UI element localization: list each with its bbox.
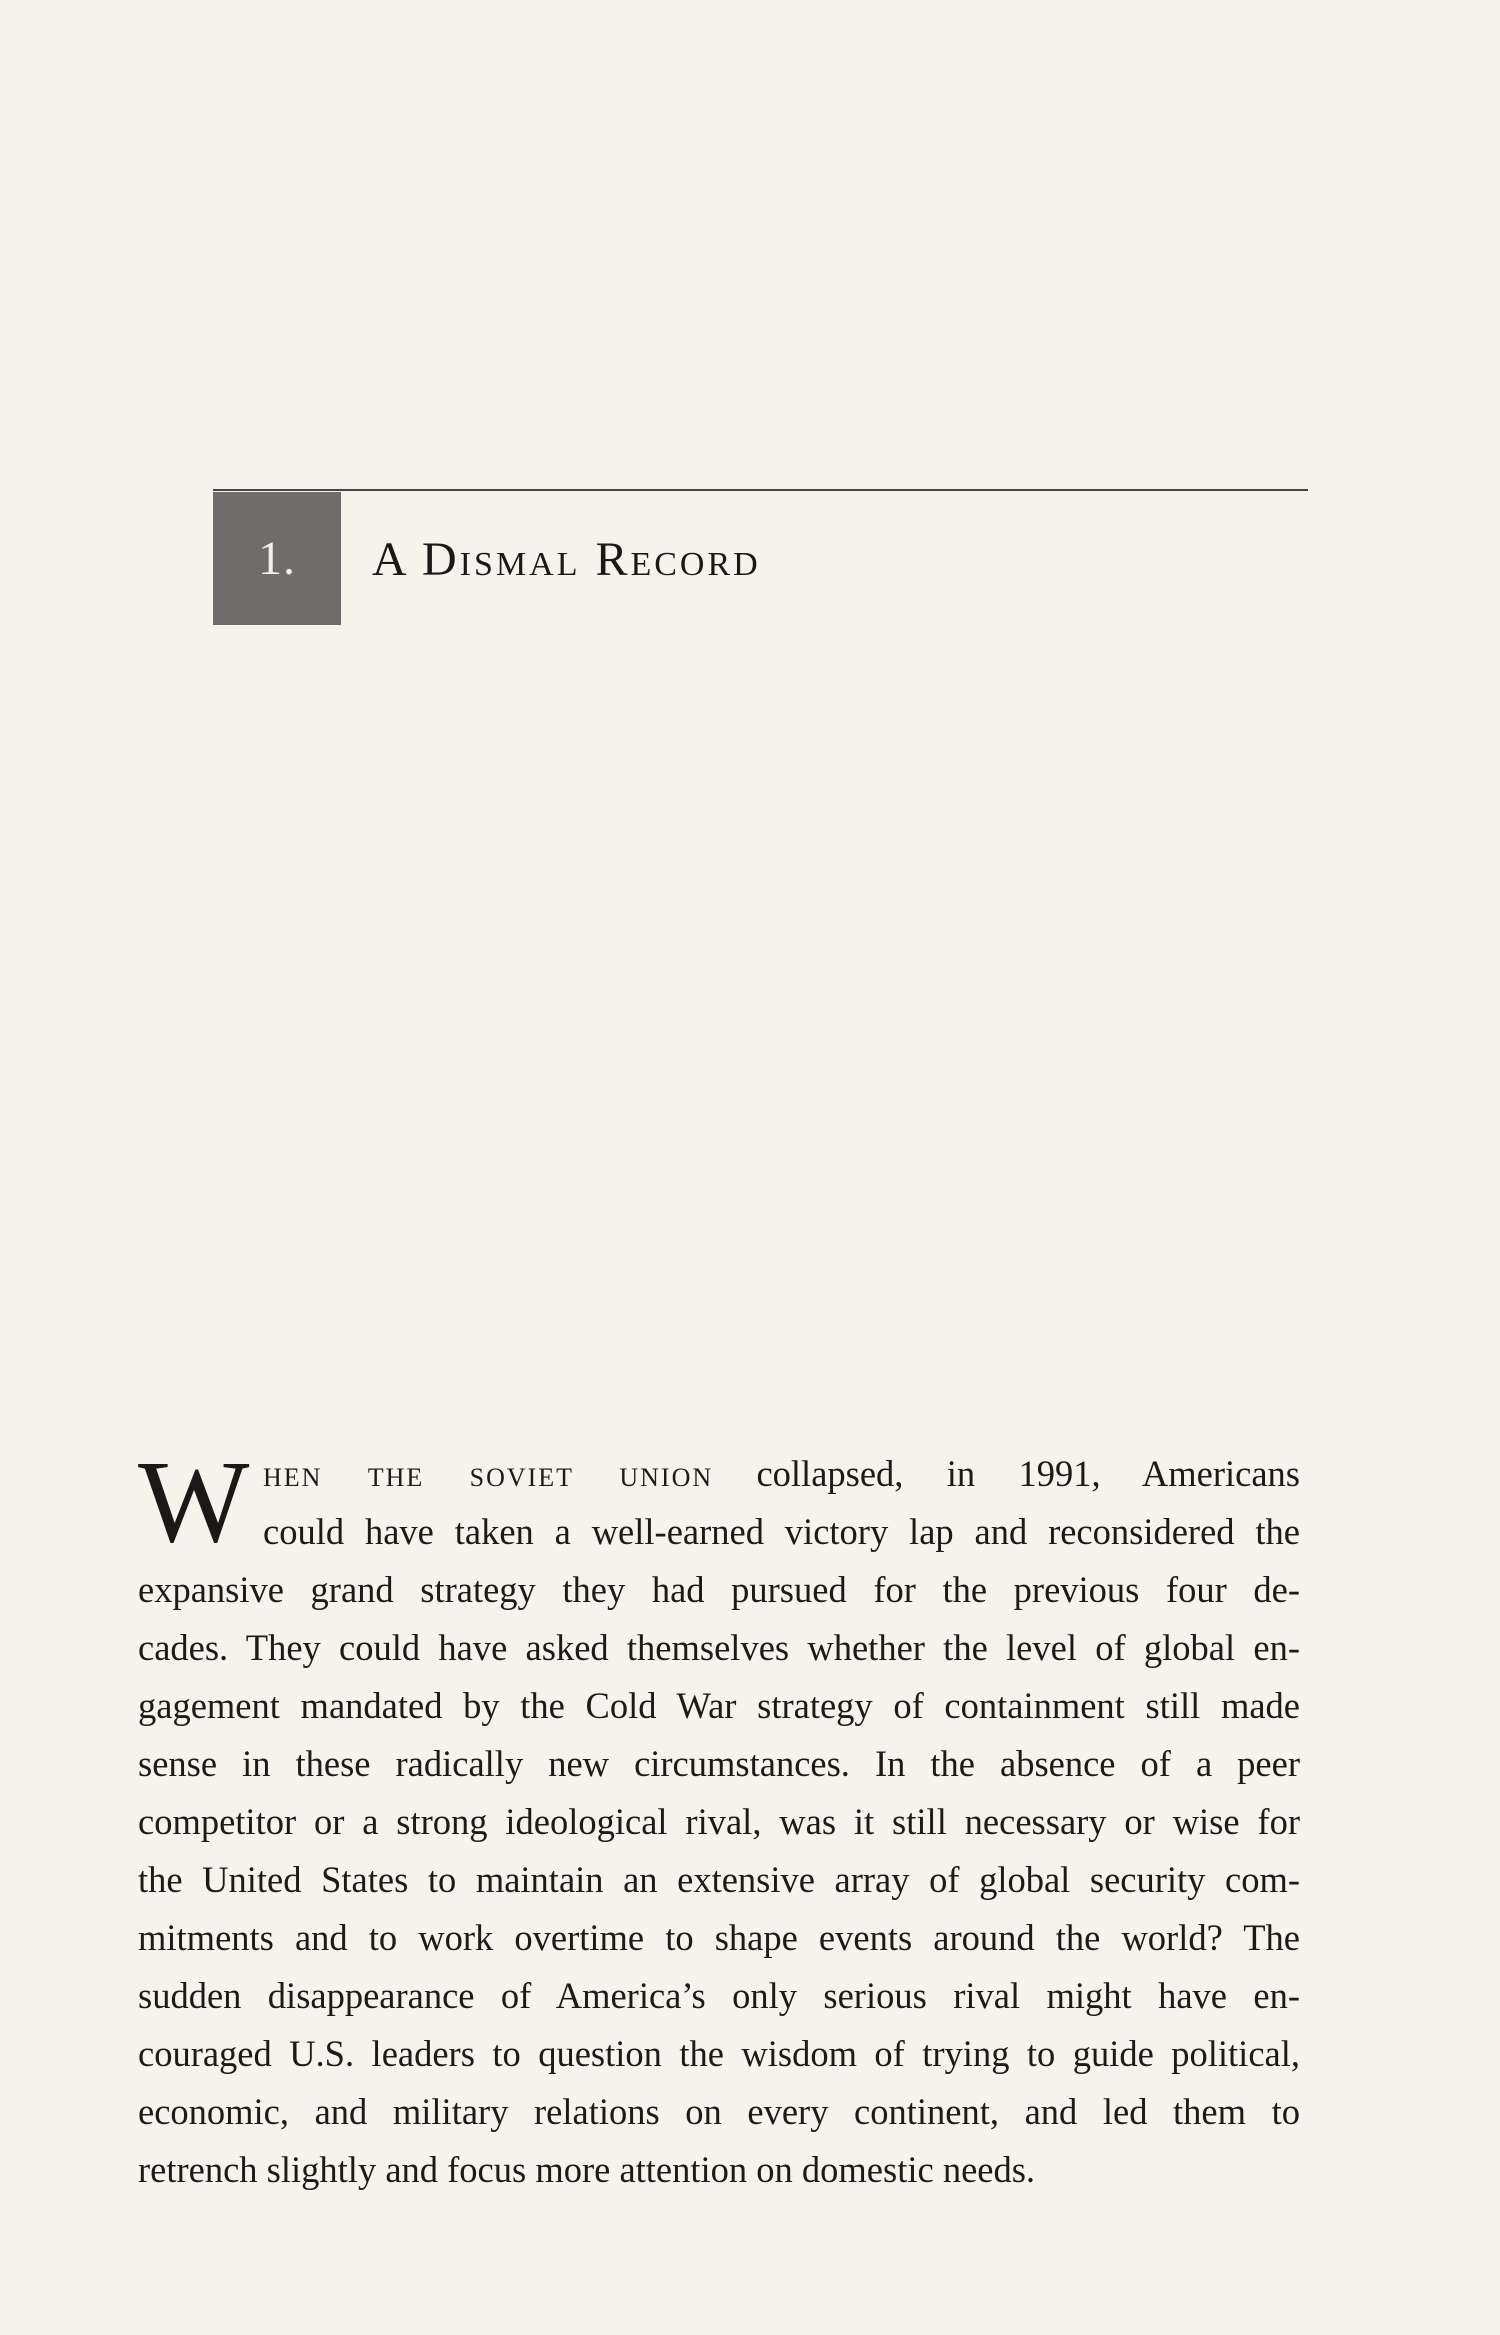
body-line-3: expansive grand strategy they had pursued for the previous four de- xyxy=(138,1569,1300,1610)
body-line-12: economic, and military relations on every continent, and led them to xyxy=(138,2091,1300,2132)
body-line-7: competitor or a strong ideological rival, was it still necessary or wise for xyxy=(138,1801,1300,1842)
chapter-number-box xyxy=(213,492,341,625)
body-line-2: could have taken a well-earned victory lap and reconsidered the xyxy=(263,1511,1300,1552)
body-line-1 xyxy=(138,1445,1300,1503)
body-line-9: mitments and to work overtime to shape events around the world? The xyxy=(138,1917,1300,1958)
drop-cap: W xyxy=(138,1436,250,1567)
body-line-4: cades. They could have asked themselves whether the level of global en- xyxy=(138,1627,1300,1668)
body-line-1-text: collapsed, in 1991, Americans xyxy=(713,1453,1300,1494)
chapter-number: 1. xyxy=(258,532,296,585)
body-line-8: the United States to maintain an extensive array of global security com- xyxy=(138,1859,1300,1900)
body-line-10: sudden disappearance of America’s only serious rival might have en- xyxy=(138,1975,1300,2016)
body-paragraph xyxy=(138,1436,1300,2199)
body-line-13: retrench slightly and focus more attention on domestic needs. xyxy=(138,2149,1036,2190)
body-line-6: sense in these radically new circumstances. In the absence of a peer xyxy=(138,1743,1300,1784)
chapter-title: A Dismal Record xyxy=(372,533,761,586)
chapter-rule xyxy=(213,489,1308,491)
body-line-11: couraged U.S. leaders to question the wisdom of trying to guide political, xyxy=(138,2033,1300,2074)
opening-small-caps: hen the soviet union xyxy=(263,1453,714,1494)
body-line-5: gagement mandated by the Cold War strategy of containment still made xyxy=(138,1685,1300,1726)
